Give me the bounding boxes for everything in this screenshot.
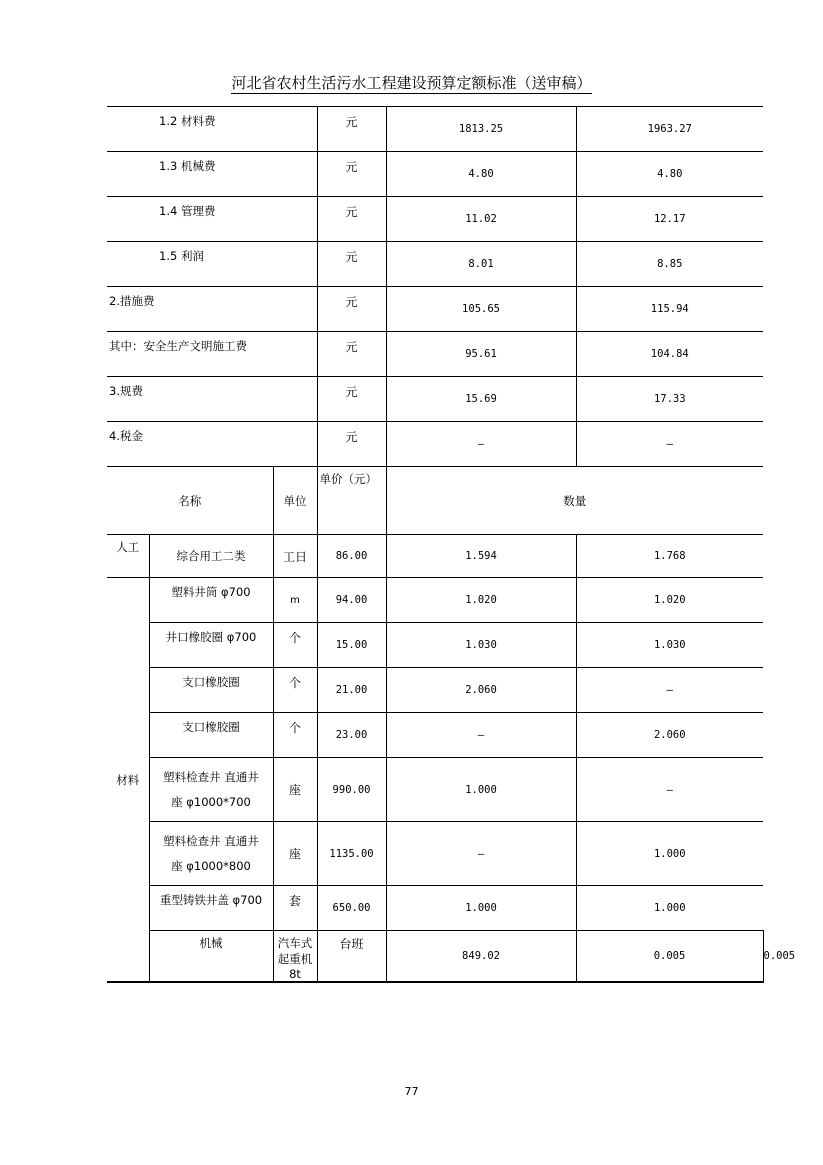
fee-label: 1.5 利润 (159, 249, 204, 263)
item-row (107, 758, 763, 822)
fee-unit: 元 (317, 152, 386, 197)
item-name-line2: 座 φ1000*800 (171, 858, 251, 873)
fee-value-2: – (576, 422, 763, 467)
item-price: 23.00 (317, 713, 386, 758)
item-qty-1: – (386, 713, 576, 758)
item-name: 支口橡胶圈 (149, 668, 273, 713)
item-qty-1: – (386, 822, 576, 886)
fee-row (107, 377, 763, 422)
item-name: 重型铸铁井盖 φ700 (149, 886, 273, 931)
item-qty-2: 1.000 (576, 886, 763, 931)
fee-label: 1.3 机械费 (159, 159, 216, 173)
item-qty-2: – (576, 668, 763, 713)
item-price: 650.00 (317, 886, 386, 931)
item-name: 综合用工二类 (149, 535, 273, 578)
item-price: 94.00 (317, 578, 386, 623)
item-row (107, 822, 763, 886)
fee-value-2: 104.84 (576, 332, 763, 377)
item-name (149, 758, 273, 822)
item-price: 21.00 (317, 668, 386, 713)
item-unit: m (273, 578, 317, 623)
fee-label: 1.2 材料费 (159, 114, 216, 128)
item-qty-1: 0.005 (576, 931, 763, 983)
fee-label: 2.措施费 (109, 294, 155, 308)
fee-label: 4.税金 (109, 429, 143, 443)
item-row (107, 668, 763, 713)
item-name: 井口橡胶圈 φ700 (149, 623, 273, 668)
fee-row (107, 242, 763, 287)
item-qty-1: 1.020 (386, 578, 576, 623)
fee-value-2: 12.17 (576, 197, 763, 242)
fee-value-2: 1963.27 (576, 107, 763, 152)
page-number: 77 (404, 1085, 419, 1098)
item-unit: 个 (273, 668, 317, 713)
item-qty-2: 1.020 (576, 578, 763, 623)
fee-value-2: 17.33 (576, 377, 763, 422)
fee-label: 1.4 管理费 (159, 204, 216, 218)
header-name: 名称 (107, 467, 273, 535)
fee-value-1: – (386, 422, 576, 467)
fee-label: 3.规费 (109, 384, 143, 398)
fee-unit: 元 (317, 242, 386, 287)
item-row (107, 886, 763, 931)
item-price: 849.02 (386, 931, 576, 983)
fee-unit: 元 (317, 197, 386, 242)
fee-unit: 元 (317, 377, 386, 422)
fee-value-1: 95.61 (386, 332, 576, 377)
group-material: 材料 (107, 578, 149, 983)
item-name-line1: 塑料检查井 直通井 (163, 833, 259, 848)
fee-row (107, 197, 763, 242)
group-machine: 机械 (149, 931, 273, 983)
item-price: 1135.00 (317, 822, 386, 886)
item-row (107, 578, 763, 623)
item-name: 塑料井筒 φ700 (149, 578, 273, 623)
header-quantity: 数量 (386, 467, 763, 535)
fee-value-2: 115.94 (576, 287, 763, 332)
fee-value-1: 8.01 (386, 242, 576, 287)
item-unit: 台班 (317, 931, 386, 983)
item-price: 86.00 (317, 535, 386, 578)
item-name-line1: 塑料检查井 直通井 (163, 769, 259, 784)
item-unit: 工日 (273, 535, 317, 578)
item-name-line2: 座 φ1000*700 (171, 794, 251, 809)
item-qty-1: 1.594 (386, 535, 576, 578)
item-row (107, 535, 763, 578)
item-qty-1: 1.000 (386, 886, 576, 931)
item-qty-2: 1.000 (576, 822, 763, 886)
document-title: 河北省农村生活污水工程建设预算定额标准（送审稿） (231, 74, 592, 92)
item-unit: 个 (273, 623, 317, 668)
item-unit: 座 (273, 758, 317, 822)
item-unit: 套 (273, 886, 317, 931)
fee-value-1: 4.80 (386, 152, 576, 197)
items-header-row (107, 467, 763, 535)
item-price: 15.00 (317, 623, 386, 668)
item-unit: 座 (273, 822, 317, 886)
item-qty-1: 2.060 (386, 668, 576, 713)
fee-label: 其中：安全生产文明施工费 (109, 339, 247, 353)
fee-row (107, 287, 763, 332)
item-row: 机械 汽车式起重机 8t 台班 849.02 0.005 0.005 (107, 931, 763, 983)
item-row (107, 623, 763, 668)
quota-table (107, 106, 796, 983)
item-unit: 个 (273, 713, 317, 758)
fee-row (107, 152, 763, 197)
fee-row (107, 422, 763, 467)
header-unit: 单位 (273, 467, 317, 535)
item-qty-2: 1.030 (576, 623, 763, 668)
fee-value-2: 4.80 (576, 152, 763, 197)
fee-unit: 元 (317, 107, 386, 152)
fee-value-1: 15.69 (386, 377, 576, 422)
fee-unit: 元 (317, 287, 386, 332)
group-labor: 人工 (107, 535, 149, 578)
fee-value-1: 105.65 (386, 287, 576, 332)
item-qty-1: 1.000 (386, 758, 576, 822)
fee-row (107, 332, 763, 377)
item-name: 汽车式起重机 8t (273, 931, 317, 983)
fee-value-2: 8.85 (576, 242, 763, 287)
item-price: 990.00 (317, 758, 386, 822)
item-row (107, 713, 763, 758)
fee-row (107, 107, 763, 152)
item-qty-2: – (576, 758, 763, 822)
header-price: 单价（元） (317, 467, 386, 535)
fee-value-1: 11.02 (386, 197, 576, 242)
fee-unit: 元 (317, 422, 386, 467)
item-qty-2: 1.768 (576, 535, 763, 578)
item-qty-2: 2.060 (576, 713, 763, 758)
fee-unit: 元 (317, 332, 386, 377)
fee-value-1: 1813.25 (386, 107, 576, 152)
item-name (149, 822, 273, 886)
item-name: 支口橡胶圈 (149, 713, 273, 758)
item-qty-1: 1.030 (386, 623, 576, 668)
